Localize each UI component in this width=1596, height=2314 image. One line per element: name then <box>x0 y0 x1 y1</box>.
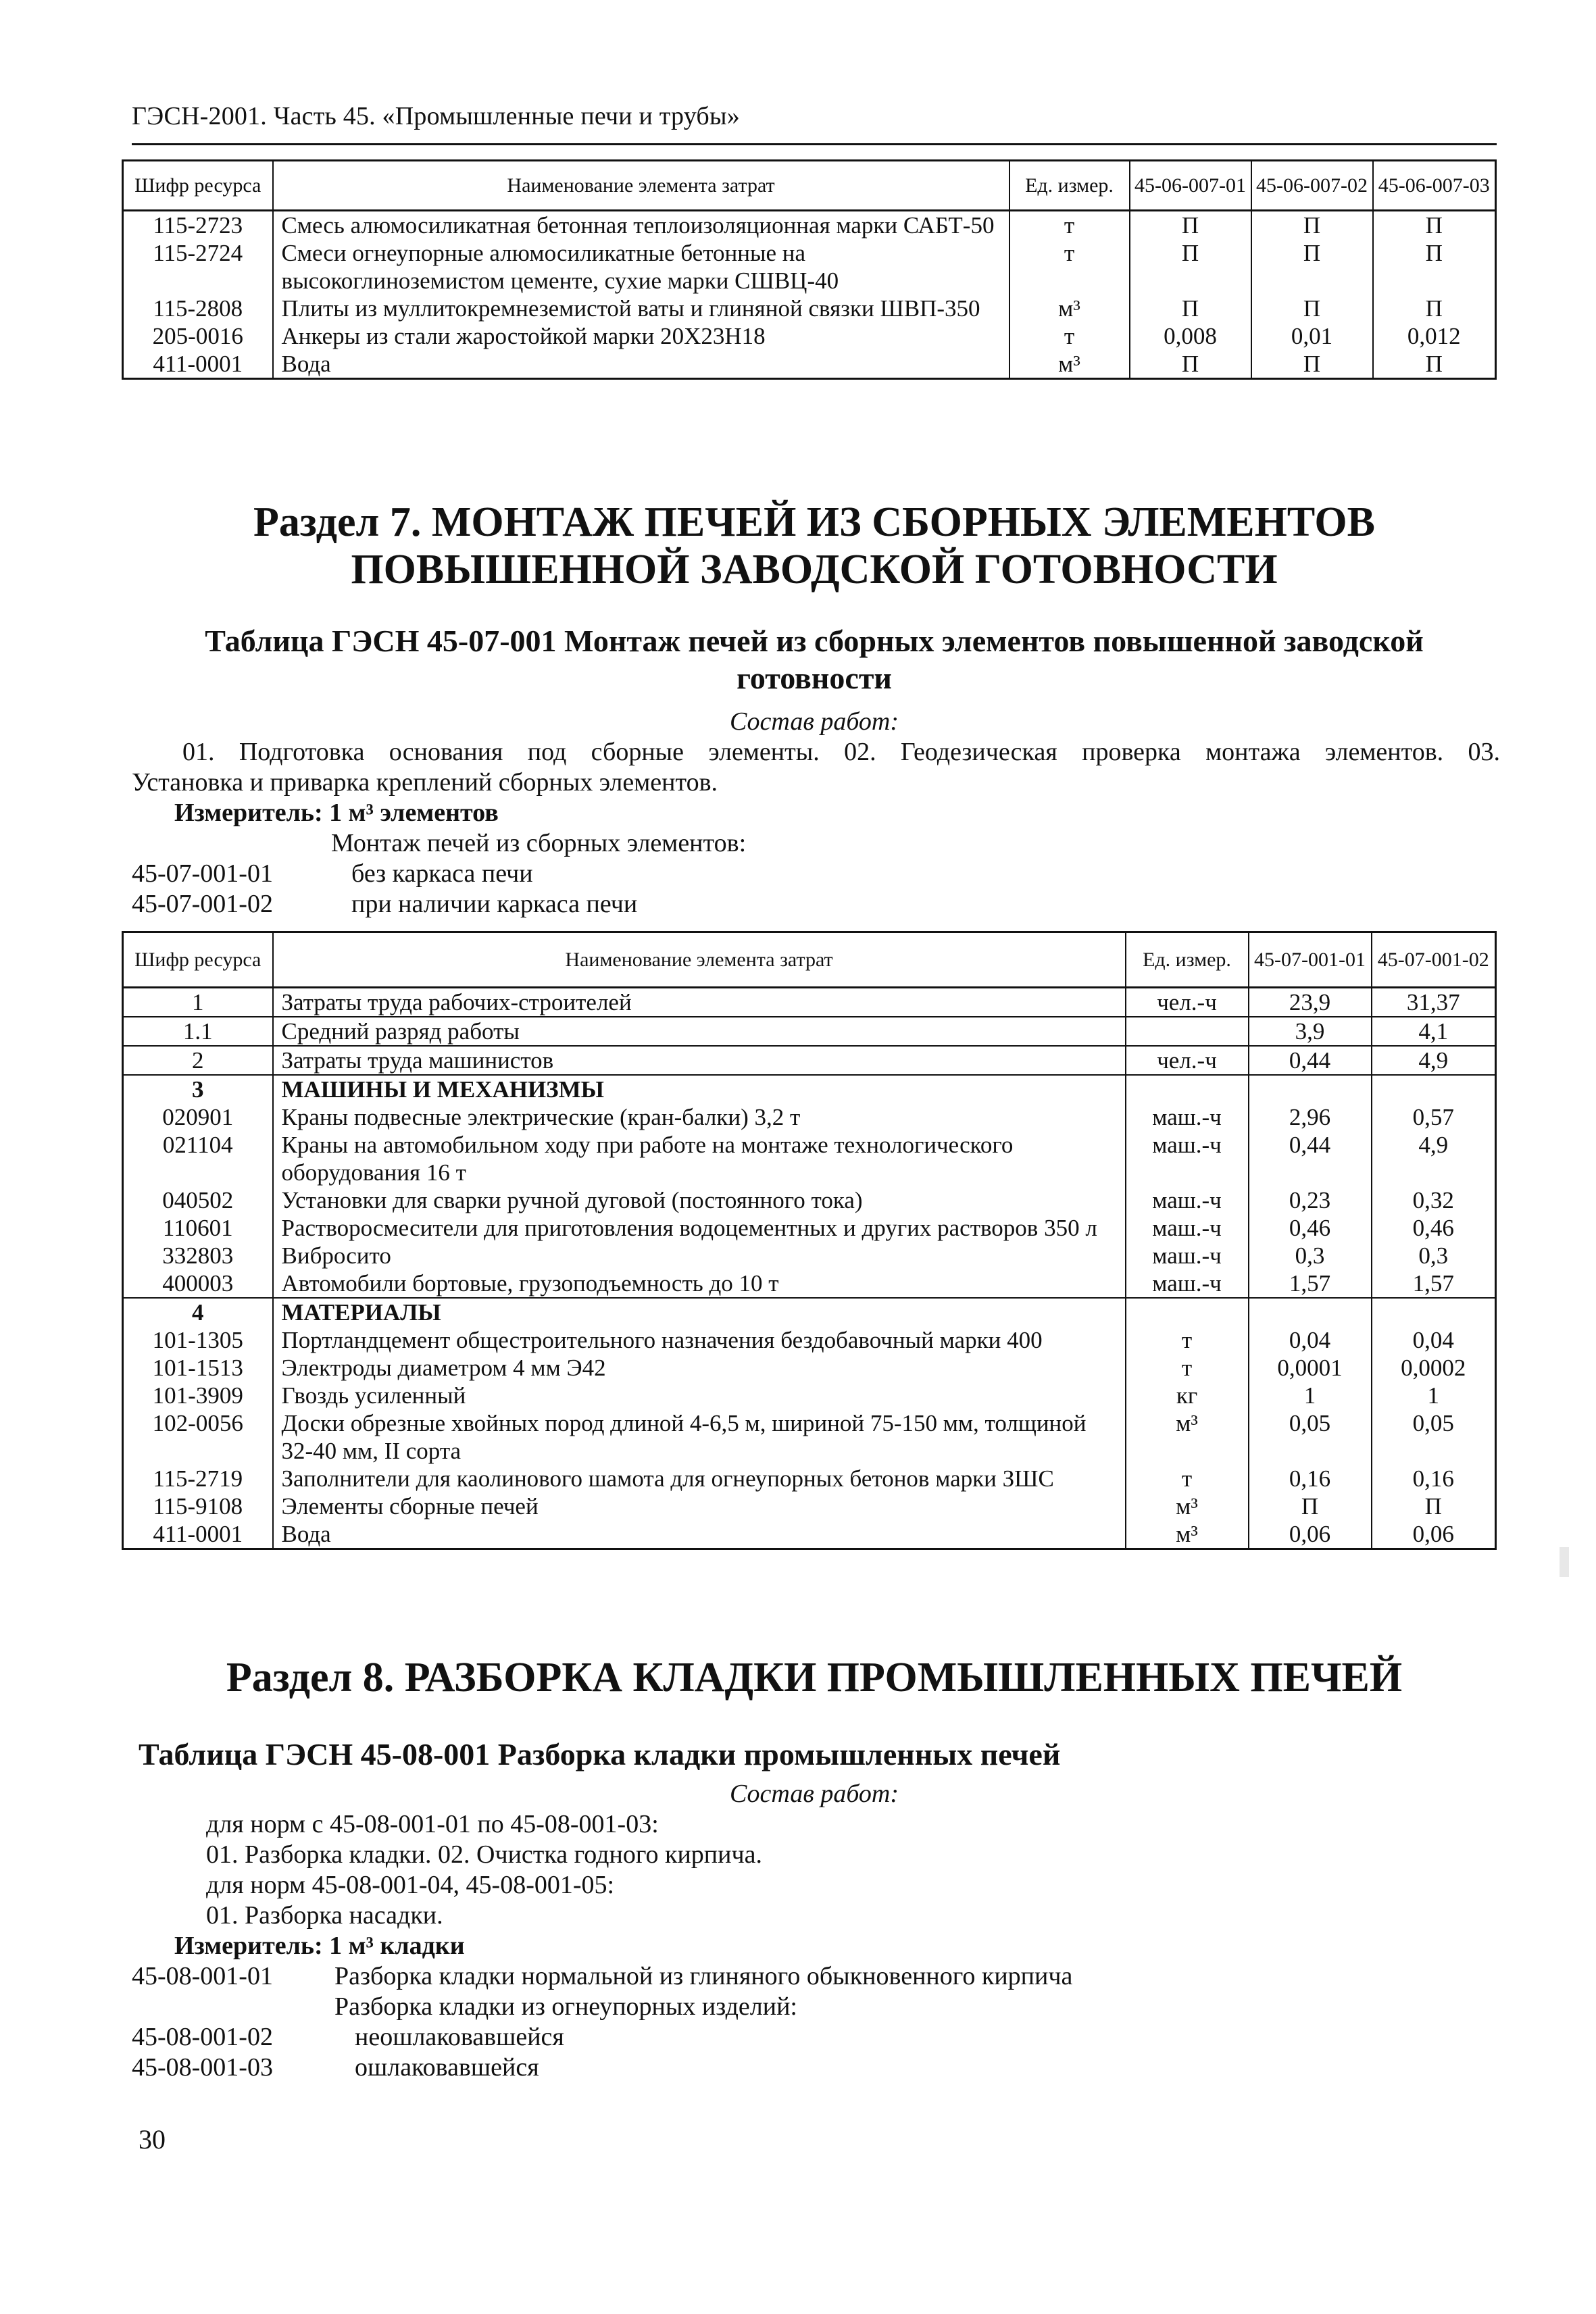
cell-v2: 0,0002 <box>1372 1354 1496 1382</box>
table-row <box>123 1131 1496 1186</box>
cell-name: МАТЕРИАЛЫ <box>273 1298 1126 1326</box>
cell-code: 115-2808 <box>123 295 273 322</box>
cell-v2: П <box>1251 239 1373 295</box>
cell-v2: 0,04 <box>1372 1326 1496 1354</box>
table-row <box>123 1326 1496 1354</box>
cell-unit: маш.-ч <box>1126 1131 1249 1186</box>
cell-name: Электроды диаметром 4 мм Э42 <box>273 1354 1126 1382</box>
cell-code: 332803 <box>123 1242 273 1269</box>
work-composition-line-2: Установка и приварка креплений сборных элементов. <box>132 768 718 797</box>
cell-v2: 4,9 <box>1372 1131 1496 1186</box>
cell-v2: 0,06 <box>1372 1520 1496 1549</box>
cell-v2: 0,05 <box>1372 1409 1496 1465</box>
norm-item-text: неошлаковавшейся <box>355 2023 564 2051</box>
norm-code: 45-07-001-01 <box>132 859 273 888</box>
cell-v2 <box>1372 1075 1496 1103</box>
cell-code: 101-1513 <box>123 1354 273 1382</box>
cell-v2: П <box>1372 1492 1496 1520</box>
cell-code: 110601 <box>123 1214 273 1242</box>
norm-item-text: ошлаковавшейся <box>355 2053 539 2082</box>
norm-item <box>132 888 273 920</box>
col-header-45-06-007-02: 45-06-007-02 <box>1251 161 1373 211</box>
table-row <box>123 239 1496 295</box>
cell-unit: маш.-ч <box>1126 1186 1249 1214</box>
cell-name: Затраты труда рабочих-строителей <box>273 988 1126 1017</box>
cell-v2: 31,37 <box>1372 988 1496 1017</box>
cell-v1: П <box>1130 211 1251 240</box>
table-body <box>123 988 1496 1549</box>
table-row <box>123 1492 1496 1520</box>
cell-name: Краны подвесные электрические (кран-балки) 3,2 т <box>273 1103 1126 1131</box>
cell-unit <box>1126 1075 1249 1103</box>
cell-unit: м³ <box>1126 1520 1249 1549</box>
norm-item-text: Разборка кладки нормальной из глиняного обыкновенного кирпича <box>334 1962 1073 1990</box>
cell-name: Вибросито <box>273 1242 1126 1269</box>
cell-v2: 0,3 <box>1372 1242 1496 1269</box>
section-8-title: Раздел 8. РАЗБОРКА КЛАДКИ ПРОМЫШЛЕННЫХ ПЕЧЕЙ <box>226 1655 1403 1701</box>
col-header-45-06-007-01: 45-06-007-01 <box>1130 161 1251 211</box>
cell-v2: П <box>1251 211 1373 240</box>
cell-unit: т <box>1009 239 1130 295</box>
cell-name: Смесь алюмосиликатная бетонная теплоизоляционная марки САБТ-50 <box>273 211 1009 240</box>
header-rule <box>132 143 1497 145</box>
cell-code: 040502 <box>123 1186 273 1214</box>
cell-unit: чел.-ч <box>1126 1046 1249 1075</box>
cell-code: 3 <box>123 1075 273 1103</box>
cell-v1: 0,3 <box>1249 1242 1372 1269</box>
table-row <box>123 1465 1496 1492</box>
cell-unit: маш.-ч <box>1126 1269 1249 1298</box>
cell-v1: 0,44 <box>1249 1131 1372 1186</box>
cell-v1: 0,44 <box>1249 1046 1372 1075</box>
work-composition-line: 01. Разборка кладки. 02. Очистка годного кирпича. <box>206 1840 762 1869</box>
cell-v1: 23,9 <box>1249 988 1372 1017</box>
cell-v1: П <box>1130 350 1251 379</box>
work-composition-label: Состав работ: <box>729 1780 899 1808</box>
cell-code: 400003 <box>123 1269 273 1298</box>
col-header-code: Шифр ресурса <box>123 161 273 211</box>
cell-v1 <box>1249 1075 1372 1103</box>
cell-name: Краны на автомобильном ходу при работе на монтаже технологического оборудования 16 т <box>273 1131 1126 1186</box>
table-row <box>123 1382 1496 1409</box>
cell-code: 411-0001 <box>123 1520 273 1549</box>
measure-unit: Измеритель: 1 м³ элементов <box>174 799 499 827</box>
cell-v1: 0,06 <box>1249 1520 1372 1549</box>
cell-v3: П <box>1373 295 1496 322</box>
cell-name: Заполнители для каолинового шамота для огнеупорных бетонов марки ЗШС <box>273 1465 1126 1492</box>
cell-code: 115-2719 <box>123 1465 273 1492</box>
work-composition-line: 01. Разборка насадки. <box>206 1901 443 1930</box>
cell-v3: П <box>1373 239 1496 295</box>
cell-v1: 3,9 <box>1249 1017 1372 1046</box>
cell-v2: 0,01 <box>1251 322 1373 350</box>
cell-v1: 0,05 <box>1249 1409 1372 1465</box>
cell-name: Средний разряд работы <box>273 1017 1126 1046</box>
cell-v1: 0,16 <box>1249 1465 1372 1492</box>
cell-name: Установки для сварки ручной дуговой (постоянного тока) <box>273 1186 1126 1214</box>
cell-v1: 1 <box>1249 1382 1372 1409</box>
cell-v1: 2,96 <box>1249 1103 1372 1131</box>
col-header-code: Шифр ресурса <box>123 932 273 988</box>
cell-v1: 0,04 <box>1249 1326 1372 1354</box>
cell-name: Вода <box>273 350 1009 379</box>
cell-v3: 0,012 <box>1373 322 1496 350</box>
norm-item-text: при наличии каркаса печи <box>351 890 638 918</box>
table-row <box>123 1298 1496 1326</box>
cell-name: Портландцемент общестроительного назначения бездобавочный марки 400 <box>273 1326 1126 1354</box>
cell-name: Гвоздь усиленный <box>273 1382 1126 1409</box>
table-row <box>123 988 1496 1017</box>
resource-table-45-07-001 <box>122 931 1497 1550</box>
cell-unit: маш.-ч <box>1126 1214 1249 1242</box>
cell-unit: т <box>1126 1465 1249 1492</box>
page-number: 30 <box>139 2124 166 2155</box>
cell-name: Элементы сборные печей <box>273 1492 1126 1520</box>
cell-v1: 0,23 <box>1249 1186 1372 1214</box>
cell-v2 <box>1372 1298 1496 1326</box>
cell-unit: м³ <box>1126 1492 1249 1520</box>
cell-unit <box>1126 1017 1249 1046</box>
cell-v2: П <box>1251 295 1373 322</box>
cell-code: 1.1 <box>123 1017 273 1046</box>
cell-v2: 0,16 <box>1372 1465 1496 1492</box>
cell-unit: чел.-ч <box>1126 988 1249 1017</box>
running-header: ГЭСН-2001. Часть 45. «Промышленные печи и трубы» <box>132 102 740 130</box>
cell-unit: кг <box>1126 1382 1249 1409</box>
col-header-unit: Ед. измер. <box>1009 161 1130 211</box>
measure-unit: Измеритель: 1 м³ кладки <box>174 1932 465 1960</box>
work-composition-line-1: 01. Подготовка основания под сборные элементы. 02. Геодезическая проверка монтажа элементов. 03. <box>182 738 1500 766</box>
cell-name: Плиты из муллитокремнеземистой ваты и глиняной связки ШВП-350 <box>273 295 1009 322</box>
cell-name: Анкеры из стали жаростойкой марки 20Х23Н18 <box>273 322 1009 350</box>
table-row <box>123 1354 1496 1382</box>
cell-code: 020901 <box>123 1103 273 1131</box>
cell-unit: т <box>1126 1354 1249 1382</box>
table-45-08-001-title: Таблица ГЭСН 45-08-001 Разборка кладки промышленных печей <box>139 1737 1061 1771</box>
col-header-name: Наименование элемента затрат <box>273 932 1126 988</box>
col-header-45-06-007-03: 45-06-007-03 <box>1373 161 1496 211</box>
cell-name: Растворосмесители для приготовления водоцементных и других растворов 350 л <box>273 1214 1126 1242</box>
cell-v1: 0,46 <box>1249 1214 1372 1242</box>
cell-unit: м³ <box>1009 350 1130 379</box>
cell-v1: П <box>1249 1492 1372 1520</box>
cell-code: 115-9108 <box>123 1492 273 1520</box>
norm-item <box>132 858 273 889</box>
col-header-unit: Ед. измер. <box>1126 932 1249 988</box>
work-composition-line: для норм с 45-08-001-01 по 45-08-001-03: <box>206 1810 659 1838</box>
table-row <box>123 1242 1496 1269</box>
table-45-07-001-title-line-2: готовности <box>737 661 892 695</box>
cell-unit: маш.-ч <box>1126 1103 1249 1131</box>
cell-v2: 1 <box>1372 1382 1496 1409</box>
cell-unit: т <box>1009 322 1130 350</box>
table-row <box>123 1017 1496 1046</box>
cell-v1 <box>1249 1298 1372 1326</box>
cell-name: МАШИНЫ И МЕХАНИЗМЫ <box>273 1075 1126 1103</box>
table-row <box>123 1269 1496 1298</box>
cell-name: Автомобили бортовые, грузоподъемность до 10 т <box>273 1269 1126 1298</box>
section-7-title-line-2: ПОВЫШЕННОЙ ЗАВОДСКОЙ ГОТОВНОСТИ <box>351 547 1278 593</box>
norm-code: 45-08-001-02 <box>132 2023 273 2051</box>
norm-code: 45-07-001-02 <box>132 890 273 918</box>
norm-code: 45-08-001-01 <box>132 1962 273 1990</box>
cell-v1: 0,008 <box>1130 322 1251 350</box>
cell-name: Вода <box>273 1520 1126 1549</box>
cell-v1: П <box>1130 239 1251 295</box>
work-composition-line: для норм 45-08-001-04, 45-08-001-05: <box>206 1871 615 1899</box>
cell-code: 115-2723 <box>123 211 273 240</box>
table-row <box>123 1409 1496 1465</box>
section-7-title-line-1: Раздел 7. МОНТАЖ ПЕЧЕЙ ИЗ СБОРНЫХ ЭЛЕМЕНТОВ <box>253 499 1375 545</box>
table-body <box>123 211 1496 379</box>
col-header-45-07-001-02: 45-07-001-02 <box>1372 932 1496 988</box>
norm-item-text: без каркаса печи <box>351 859 533 888</box>
table-row <box>123 1186 1496 1214</box>
table-45-07-001-title-line-1: Таблица ГЭСН 45-07-001 Монтаж печей из сборных элементов повышенной заводской <box>205 624 1424 658</box>
cell-v1: 0,0001 <box>1249 1354 1372 1382</box>
cell-code: 115-2724 <box>123 239 273 295</box>
cell-unit: м³ <box>1009 295 1130 322</box>
cell-code: 411-0001 <box>123 350 273 379</box>
norm-group-caption: Разборка кладки из огнеупорных изделий: <box>334 1992 797 2021</box>
cell-v2: 0,46 <box>1372 1214 1496 1242</box>
cell-code: 4 <box>123 1298 273 1326</box>
cell-v3: П <box>1373 211 1496 240</box>
cell-v2: 1,57 <box>1372 1269 1496 1298</box>
cell-name: Затраты труда машинистов <box>273 1046 1126 1075</box>
col-header-name: Наименование элемента затрат <box>273 161 1009 211</box>
cell-v2: 4,1 <box>1372 1017 1496 1046</box>
table-row <box>123 1046 1496 1075</box>
table-row <box>123 295 1496 322</box>
cell-code: 2 <box>123 1046 273 1075</box>
cell-code: 102-0056 <box>123 1409 273 1465</box>
cell-code: 205-0016 <box>123 322 273 350</box>
table-row <box>123 1520 1496 1549</box>
table-row <box>123 322 1496 350</box>
cell-v1: 1,57 <box>1249 1269 1372 1298</box>
cell-code: 101-3909 <box>123 1382 273 1409</box>
cell-name: Смеси огнеупорные алюмосиликатные бетонные на высокоглиноземистом цементе, сухие марки СШВЦ-40 <box>273 239 1009 295</box>
table-row <box>123 1103 1496 1131</box>
table-row <box>123 1075 1496 1103</box>
scan-mark <box>1560 1547 1569 1577</box>
cell-v2: П <box>1251 350 1373 379</box>
cell-name: Доски обрезные хвойных пород длиной 4-6,5 м, шириной 75-150 мм, толщиной 32-40 мм, II сорта <box>273 1409 1126 1465</box>
cell-unit: маш.-ч <box>1126 1242 1249 1269</box>
cell-v3: П <box>1373 350 1496 379</box>
cell-code: 101-1305 <box>123 1326 273 1354</box>
table-row <box>123 211 1496 240</box>
cell-v2: 0,57 <box>1372 1103 1496 1131</box>
cell-code: 1 <box>123 988 273 1017</box>
cell-v1: П <box>1130 295 1251 322</box>
cell-unit: т <box>1126 1326 1249 1354</box>
norm-code: 45-08-001-03 <box>132 2053 273 2082</box>
cell-unit: м³ <box>1126 1409 1249 1465</box>
col-header-45-07-001-01: 45-07-001-01 <box>1249 932 1372 988</box>
cell-v2: 4,9 <box>1372 1046 1496 1075</box>
table-row <box>123 350 1496 379</box>
cell-code: 021104 <box>123 1131 273 1186</box>
cell-unit: т <box>1009 211 1130 240</box>
work-composition-label: Состав работ: <box>729 707 899 736</box>
cell-unit <box>1126 1298 1249 1326</box>
norm-group-caption: Монтаж печей из сборных элементов: <box>331 829 747 857</box>
resource-table-45-06-007 <box>122 159 1497 380</box>
table-row <box>123 1214 1496 1242</box>
cell-v2: 0,32 <box>1372 1186 1496 1214</box>
